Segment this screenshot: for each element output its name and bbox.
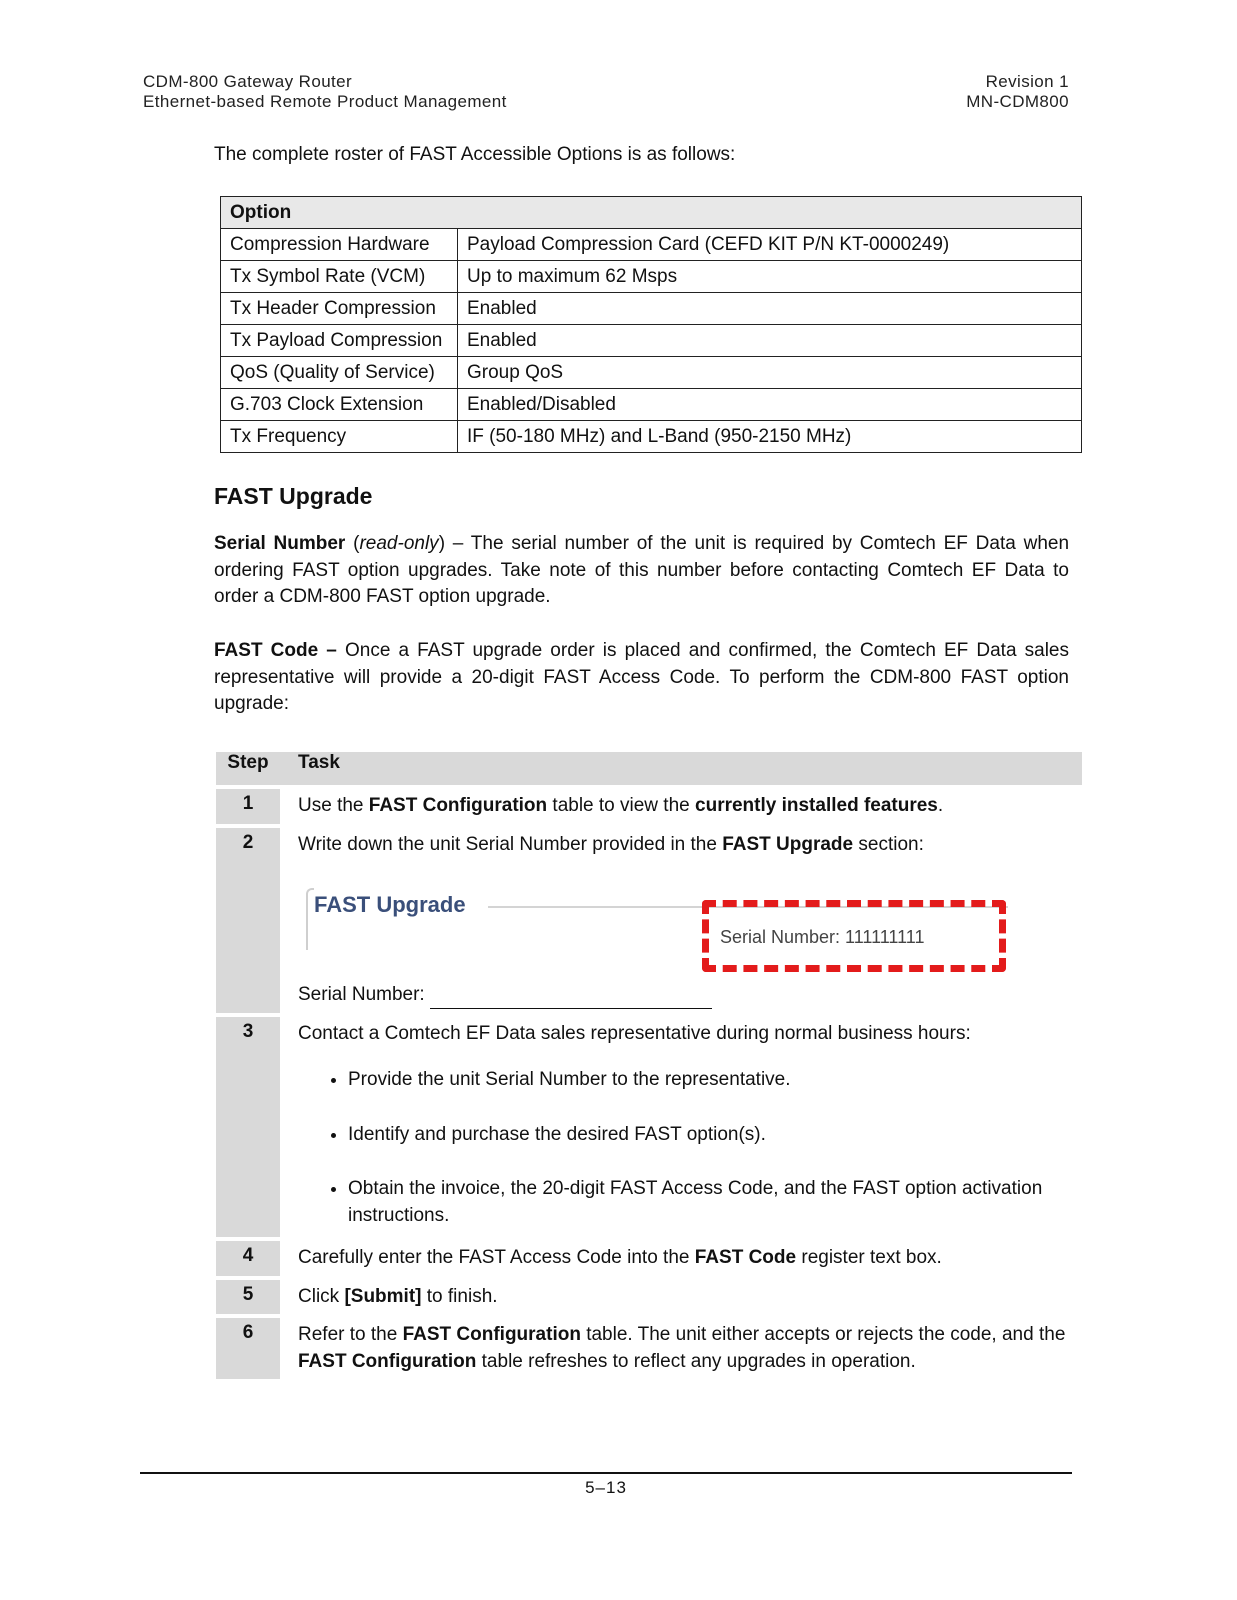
term-serial-number: Serial Number xyxy=(214,533,346,554)
list-item: • Obtain the invoice, the 20-digit FAST Access Code, and the FAST option activation instructions. xyxy=(348,1176,1070,1229)
bullet-list xyxy=(298,1067,1070,1229)
task-bold: FAST Configuration xyxy=(402,1324,581,1345)
step-task xyxy=(286,1017,1082,1238)
step-row-1 xyxy=(216,789,1082,824)
running-header-right xyxy=(966,72,1069,112)
task-text: section: xyxy=(853,833,924,855)
task-bold: FAST Configuration xyxy=(298,1350,477,1372)
step-number: 5 xyxy=(216,1280,280,1315)
steps-header-row xyxy=(216,752,1082,785)
header-product: CDM-800 Gateway Router xyxy=(143,72,353,91)
option-value: Enabled/Disabled xyxy=(458,389,1082,421)
step-task xyxy=(286,1241,1082,1276)
task-text: Refer to the xyxy=(298,1324,403,1345)
section-heading: FAST Upgrade xyxy=(214,483,373,509)
step-row-5 xyxy=(216,1280,1082,1315)
task-text: table refreshes to reflect any upgrades in operation. xyxy=(476,1350,916,1372)
step-column-header: Step xyxy=(216,752,280,785)
running-header-left xyxy=(143,72,507,112)
task-text: Contact a Comtech EF Data sales representative during normal business hours: xyxy=(298,1022,971,1044)
option-value: Payload Compression Card (CEFD KIT P/N KT-0000249) xyxy=(458,229,1082,261)
table-row xyxy=(221,293,1082,325)
step-task xyxy=(286,1318,1082,1379)
paren-open: ( xyxy=(345,533,360,554)
step-task xyxy=(286,789,1082,824)
option-name: Tx Payload Compression xyxy=(221,325,458,357)
task-column-header: Task xyxy=(286,752,1082,785)
task-text: Click xyxy=(298,1285,345,1307)
table-row xyxy=(221,389,1082,421)
option-value: IF (50-180 MHz) and L-Band (950-2150 MHz) xyxy=(458,421,1082,453)
options-table xyxy=(220,196,1082,453)
header-revision: Revision 1 xyxy=(985,72,1069,91)
serial-number-blank xyxy=(430,990,712,1009)
table-row xyxy=(221,421,1082,453)
serial-number-paragraph xyxy=(214,531,1069,611)
task-text: table to view the xyxy=(547,795,696,816)
read-only-qualifier: read-only xyxy=(359,533,439,554)
step-number: 3 xyxy=(216,1017,280,1238)
step-number: 1 xyxy=(216,789,280,824)
option-value: Enabled xyxy=(458,293,1082,325)
term-fast-code: FAST Code – xyxy=(214,640,337,661)
option-name: Tx Header Compression xyxy=(221,293,458,325)
fast-code-description: Once a FAST upgrade order is placed and confirmed, the Comtech EF Data sales representative will provide a 20-digit FAST Access Code. To perform the CDM-800 FAST option upgrade: xyxy=(214,640,1070,714)
screenshot-frame xyxy=(306,888,314,950)
step-task xyxy=(286,828,1082,1013)
step-row-4 xyxy=(216,1241,1082,1276)
task-text: Use the xyxy=(298,795,369,816)
step-number: 4 xyxy=(216,1241,280,1276)
task-text: register text box. xyxy=(796,1247,942,1268)
screenshot-title: FAST Upgrade xyxy=(314,892,466,917)
task-text: table. The unit either accepts or rejects the code, and the xyxy=(580,1324,1066,1345)
intro-text: The complete roster of FAST Accessible Options is as follows: xyxy=(214,144,736,165)
footer-rule xyxy=(140,1472,1072,1474)
serial-description: ) – The serial number of the unit is required by Comtech EF Data when ordering FAST option upgrades. Take note of this number before contacting Comtech EF Data to order a CDM-800 FAST option upgrade. xyxy=(214,533,1070,607)
step-number: 6 xyxy=(216,1318,280,1379)
option-value: Enabled xyxy=(458,325,1082,357)
page-number: 5–13 xyxy=(585,1478,627,1497)
header-doc-number: MN-CDM800 xyxy=(966,92,1069,111)
fast-upgrade-screenshot xyxy=(298,862,1070,982)
step-task xyxy=(286,1280,1082,1315)
option-name: Compression Hardware xyxy=(221,229,458,261)
task-bold: FAST Code xyxy=(694,1247,797,1268)
task-bold: FAST Upgrade xyxy=(722,833,854,855)
option-name: Tx Frequency xyxy=(221,421,458,453)
option-name: QoS (Quality of Service) xyxy=(221,357,458,389)
table-row xyxy=(221,357,1082,389)
option-value: Group QoS xyxy=(458,357,1082,389)
step-row-3 xyxy=(216,1017,1082,1238)
step-row-2 xyxy=(216,828,1082,1013)
step-row-6 xyxy=(216,1318,1082,1379)
table-row xyxy=(221,261,1082,293)
table-row xyxy=(221,325,1082,357)
option-name: Tx Symbol Rate (VCM) xyxy=(221,261,458,293)
steps-table xyxy=(216,748,1082,1383)
list-item: • Identify and purchase the desired FAST option(s). xyxy=(348,1122,1070,1149)
task-bold: [Submit] xyxy=(344,1285,422,1307)
task-bold: FAST Configuration xyxy=(368,795,548,816)
table-row xyxy=(221,229,1082,261)
option-value: Up to maximum 62 Msps xyxy=(458,261,1082,293)
task-text: . xyxy=(937,795,944,816)
option-name: G.703 Clock Extension xyxy=(221,389,458,421)
task-text: to finish. xyxy=(421,1285,498,1307)
list-item: • Provide the unit Serial Number to the representative. xyxy=(348,1067,1070,1094)
task-text: Write down the unit Serial Number provided in the xyxy=(298,833,723,855)
screenshot-serial-number: Serial Number: 111111111 xyxy=(720,927,925,947)
serial-number-field-label: Serial Number: xyxy=(298,984,430,1005)
step-number: 2 xyxy=(216,828,280,1013)
fast-code-paragraph xyxy=(214,638,1069,718)
task-bold: currently installed features xyxy=(695,795,938,816)
header-section: Ethernet-based Remote Product Management xyxy=(143,92,507,111)
options-table-header: Option xyxy=(221,197,1082,229)
task-text: Carefully enter the FAST Access Code into the xyxy=(298,1247,695,1268)
